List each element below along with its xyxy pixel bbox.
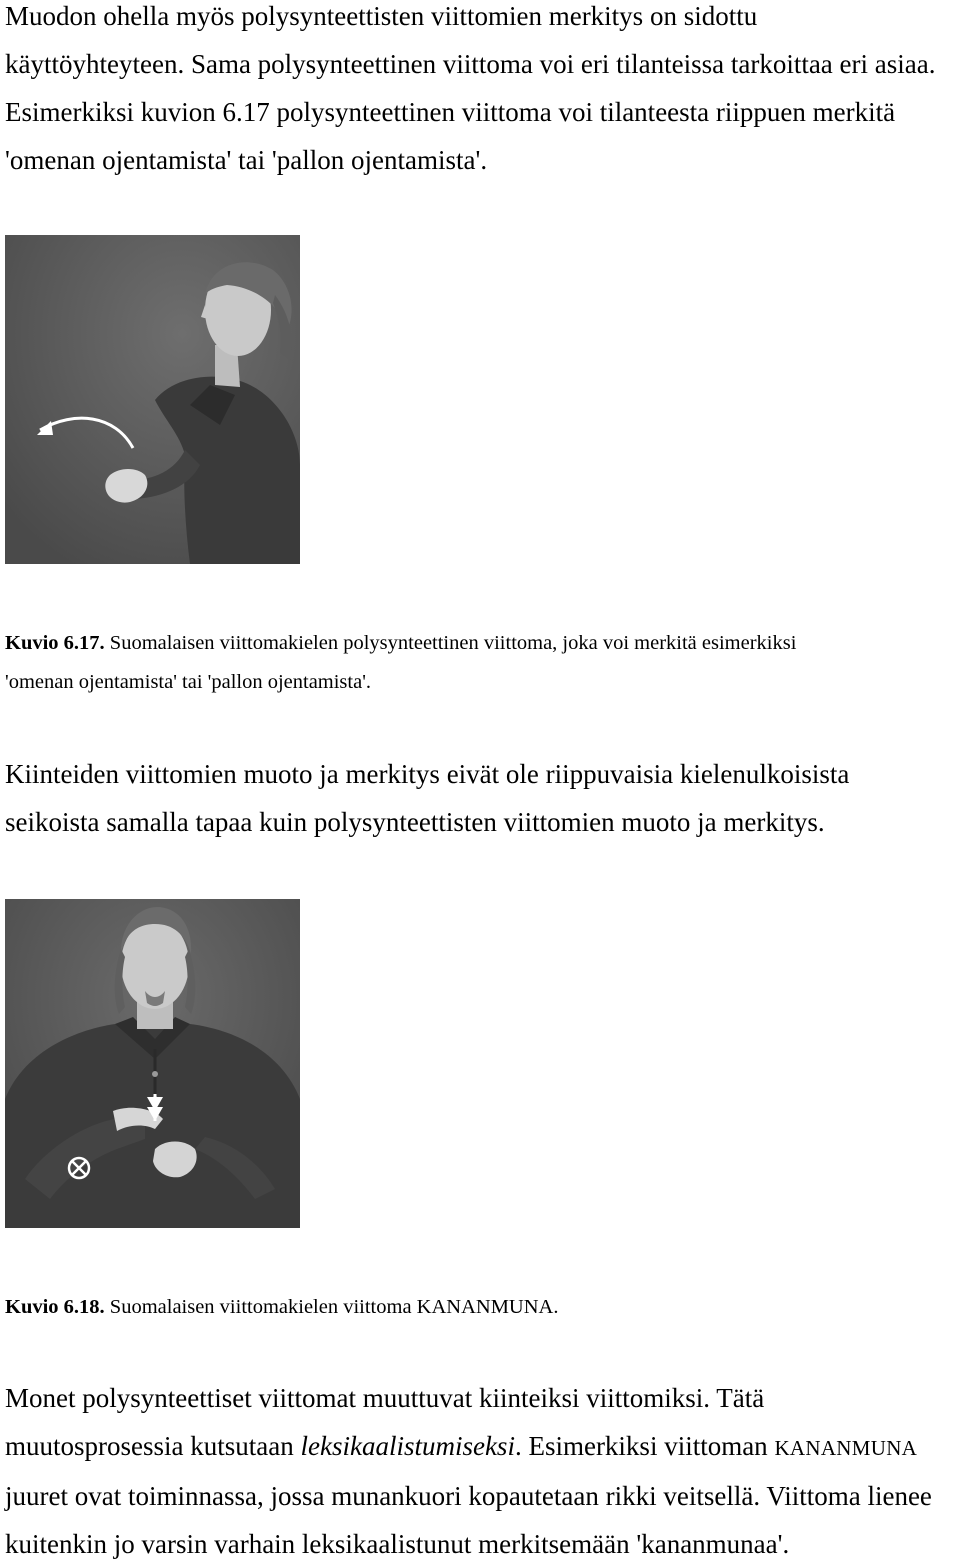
figure-6-17-photo <box>5 235 300 564</box>
sign-gloss: KANANMUNA <box>774 1436 918 1460</box>
paragraph-line: kuitenkin jo varsin varhain leksikaalistunut merkitsemään 'kananmunaa'. <box>5 1529 790 1559</box>
paragraph-line: seikoista samalla tapaa kuin polysynteettisten viittomien muoto ja merkitys. <box>5 807 825 837</box>
paragraph-line: juuret ovat toiminnassa, jossa munankuori kopautetaan rikki veitsellä. Viittoma lienee <box>5 1481 932 1511</box>
caption-text: Suomalaisen viittomakielen polysynteettinen viittoma, joka voi merkitä esimerkiksi <box>104 632 797 654</box>
caption-label: Kuvio 6.18. <box>5 1296 105 1318</box>
caption-label: Kuvio 6.17. <box>5 632 105 654</box>
paragraph-line: Muodon ohella myös polysynteettisten viittomien merkitys on sidottu <box>5 1 758 31</box>
fixed-signs-paragraph <box>5 750 849 846</box>
figure-6-18-photo <box>5 899 300 1228</box>
term-leksikaalistuminen: leksikaalistumiseksi <box>300 1431 515 1461</box>
paragraph-line: Esimerkiksi kuvion 6.17 polysynteettinen viittoma voi tilanteesta riippuen merkitä <box>5 97 896 127</box>
figure-6-17-caption <box>5 624 796 702</box>
lexicalization-paragraph <box>5 1374 932 1568</box>
signer-front-view-image <box>5 899 300 1228</box>
figure-6-18-caption <box>5 1288 558 1327</box>
paragraph-text: . Esimerkiksi viittoman <box>514 1431 775 1461</box>
intro-paragraph <box>5 0 935 184</box>
caption-text: 'omenan ojentamista' tai 'pallon ojentamista'. <box>5 671 372 693</box>
paragraph-line: 'omenan ojentamista' tai 'pallon ojentamista'. <box>5 145 488 175</box>
paragraph-line: käyttöyhteyteen. Sama polysynteettinen viittoma voi eri tilanteissa tarkoittaa eri asiaa. <box>5 49 936 79</box>
paragraph-line: Kiinteiden viittomien muoto ja merkitys eivät ole riippuvaisia kielenulkoisista <box>5 759 850 789</box>
signer-side-view-image <box>5 235 300 564</box>
caption-text: Suomalaisen viittomakielen viittoma KANANMUNA. <box>104 1296 559 1318</box>
paragraph-text: muutosprosessia kutsutaan <box>5 1431 301 1461</box>
paragraph-line: Monet polysynteettiset viittomat muuttuvat kiinteiksi viittomiksi. Tätä <box>5 1383 765 1413</box>
